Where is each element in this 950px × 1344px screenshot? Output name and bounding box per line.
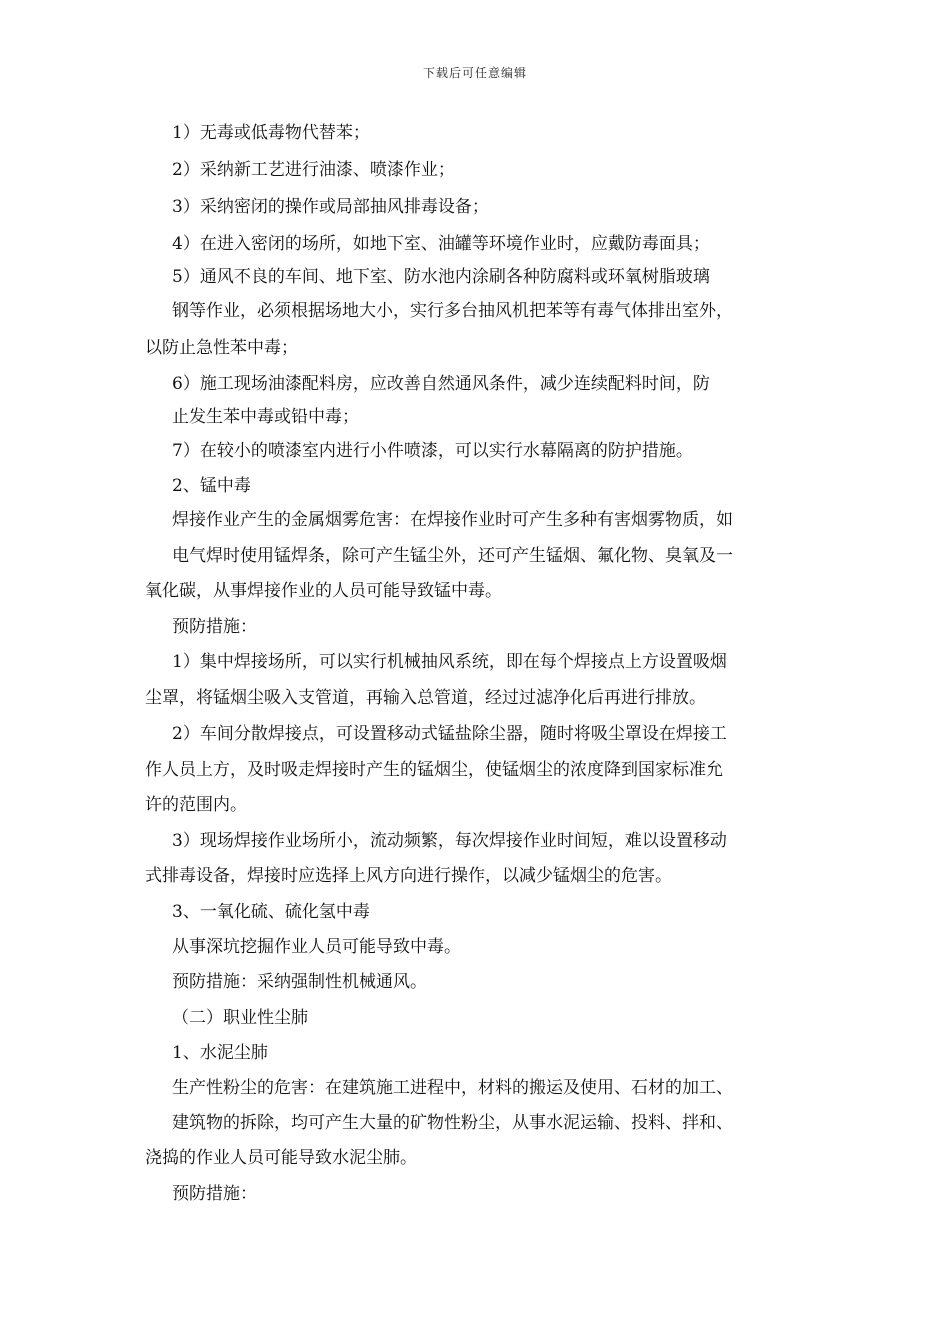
- text-line: 2）采纳新工艺进行油漆、喷漆作业；: [172, 160, 455, 180]
- text-line: 钢等作业，必须根据场地大小，实行多台抽风机把苯等有毒气体排出室外，: [172, 301, 733, 321]
- text-line: 4）在进入密闭的场所，如地下室、油罐等环境作业时，应戴防毒面具；: [172, 234, 710, 254]
- text-line: 1）无毒或低毒物代替苯；: [172, 123, 370, 143]
- text-line: 建筑物的拆除，均可产生大量的矿物性粉尘，从事水泥运输、投料、拌和、: [172, 1113, 733, 1133]
- text-line: 作人员上方，及时吸走焊接时产生的锰烟尘，使锰烟尘的浓度降到国家标准允: [145, 760, 723, 780]
- text-line: 电气焊时使用锰焊条，除可产生锰尘外，还可产生锰烟、氟化物、臭氧及一: [172, 546, 733, 566]
- section-heading: 3、一氧化硫、硫化氢中毒: [172, 902, 370, 922]
- text-line: 从事深坑挖掘作业人员可能导致中毒。: [172, 937, 461, 957]
- text-line: 尘罩，将锰烟尘吸入支管道，再输入总管道，经过过滤净化后再进行排放。: [145, 688, 706, 708]
- text-line: 氧化碳，从事焊接作业的人员可能导致锰中毒。: [145, 581, 502, 601]
- text-line: 止发生苯中毒或铅中毒；: [172, 407, 359, 427]
- text-line: 2）车间分散焊接点，可设置移动式锰盐除尘器，随时将吸尘罩设在焊接工: [172, 724, 727, 744]
- text-line: 3）采纳密闭的操作或局部抽风排毒设备；: [172, 197, 489, 217]
- text-line: 7）在较小的喷漆室内进行小件喷漆，可以实行水幕隔离的防护措施。: [172, 441, 693, 461]
- text-line: 预防措施：: [172, 1184, 257, 1204]
- text-line: 5）通风不良的车间、地下室、防水池内涂刷各种防腐料或环氧树脂玻璃: [172, 267, 710, 287]
- text-line: 预防措施：采纳强制性机械通风。: [172, 972, 427, 992]
- text-line: 1）集中焊接场所，可以实行机械抽风系统，即在每个焊接点上方设置吸烟: [172, 652, 727, 672]
- section-heading: （二）职业性尘肺: [172, 1008, 308, 1028]
- text-line: 3）现场焊接作业场所小，流动频繁，每次焊接作业时间短，难以设置移动: [172, 831, 727, 851]
- text-line: 焊接作业产生的金属烟雾危害：在焊接作业时可产生多种有害烟雾物质，如: [172, 510, 733, 530]
- text-line: 式排毒设备，焊接时应选择上风方向进行操作，以减少锰烟尘的危害。: [145, 866, 672, 886]
- text-line: 浇捣的作业人员可能导致水泥尘肺。: [145, 1148, 417, 1168]
- text-line: 预防措施：: [172, 617, 257, 637]
- page-header: 下载后可任意编辑: [422, 66, 527, 80]
- section-heading: 1、水泥尘肺: [172, 1043, 268, 1063]
- text-line: 6）施工现场油漆配料房，应改善自然通风条件，减少连续配料时间，防: [172, 374, 710, 394]
- section-heading: 2、锰中毒: [172, 476, 251, 496]
- text-line: 生产性粉尘的危害：在建筑施工进程中，材料的搬运及使用、石材的加工、: [172, 1078, 733, 1098]
- text-line: 以防止急性苯中毒；: [145, 338, 298, 358]
- text-line: 许的范围内。: [145, 795, 247, 815]
